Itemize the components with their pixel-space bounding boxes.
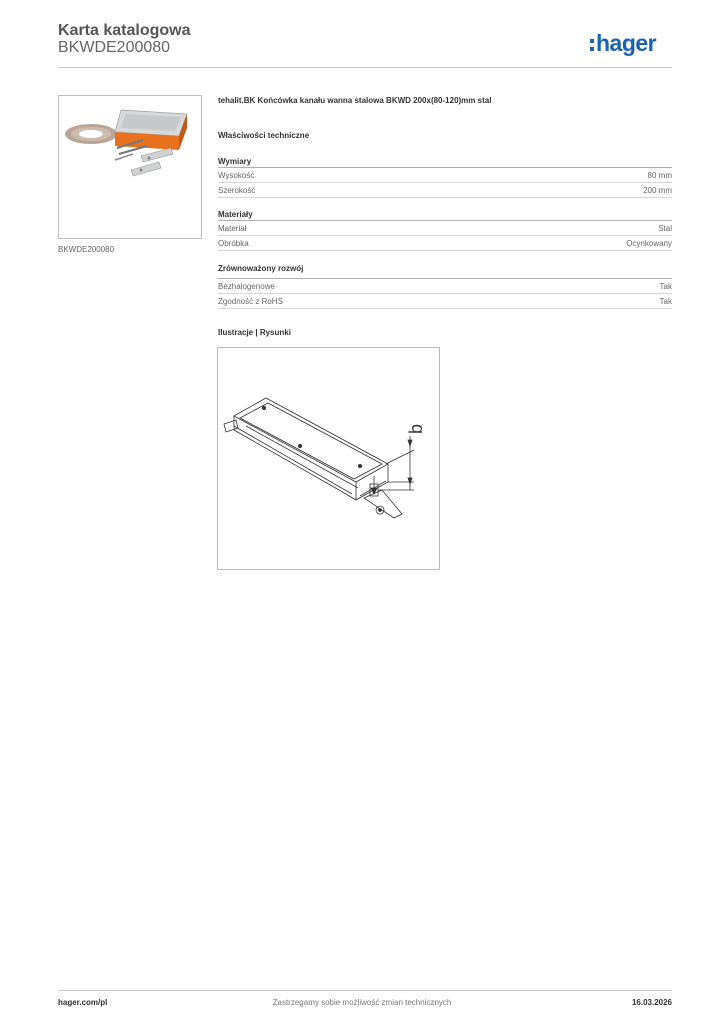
hager-logo: [590, 28, 656, 58]
product-code: BKWDE200080: [58, 39, 171, 56]
logo-dots-icon: [590, 39, 594, 51]
product-photo-icon: [59, 96, 201, 238]
product-caption: BKWDE200080: [58, 245, 115, 254]
footer-disclaimer: Zastrzegamy sobie możliwość zmian technicznych: [272, 998, 452, 1007]
footer-divider: [58, 990, 672, 991]
spec-row: [218, 221, 672, 236]
spec-label: Szerokość: [218, 185, 256, 195]
technical-drawing: [217, 347, 440, 570]
spec-row: [218, 294, 672, 309]
spec-value: 200 mm: [643, 185, 672, 195]
page-title: Karta katalogowa: [58, 22, 191, 39]
spec-label: Zgodność z RoHS: [218, 296, 283, 306]
spec-row: [218, 279, 672, 294]
product-description: tehalit.BK Końcówka kanału wanna stalowa BKWD 200x(80-120)mm stal: [218, 96, 492, 105]
spec-value: 80 mm: [647, 170, 672, 180]
spec-value: Stal: [658, 223, 672, 233]
product-image: [58, 95, 202, 239]
spec-group-title: Zrównoważony rozwój: [218, 264, 304, 273]
spec-label: Obróbka: [218, 238, 249, 248]
spec-value: Ocynkowany: [626, 238, 672, 248]
illustrations-title: Ilustracje | Rysunki: [218, 328, 291, 337]
spec-row: [218, 168, 672, 183]
logo-text: hager: [596, 29, 657, 56]
footer-date: 16.03.2026: [631, 998, 672, 1007]
specs-title: Właściwości techniczne: [218, 131, 310, 140]
footer-website[interactable]: hager.com/pl: [58, 998, 108, 1007]
header-divider: [58, 67, 672, 68]
spec-label: Materiał: [218, 223, 247, 233]
spec-group-title: Wymiary: [218, 157, 252, 166]
dimension-label: b: [406, 423, 426, 434]
technical-drawing-icon: [218, 348, 439, 569]
spec-row: [218, 183, 672, 198]
spec-label: Wysokość: [218, 170, 255, 180]
spec-value: Tak: [659, 281, 672, 291]
spec-row: [218, 236, 672, 251]
spec-group-title: Materiały: [218, 210, 253, 219]
spec-label: Bezhalogenowe: [218, 281, 275, 291]
spec-value: Tak: [659, 296, 672, 306]
